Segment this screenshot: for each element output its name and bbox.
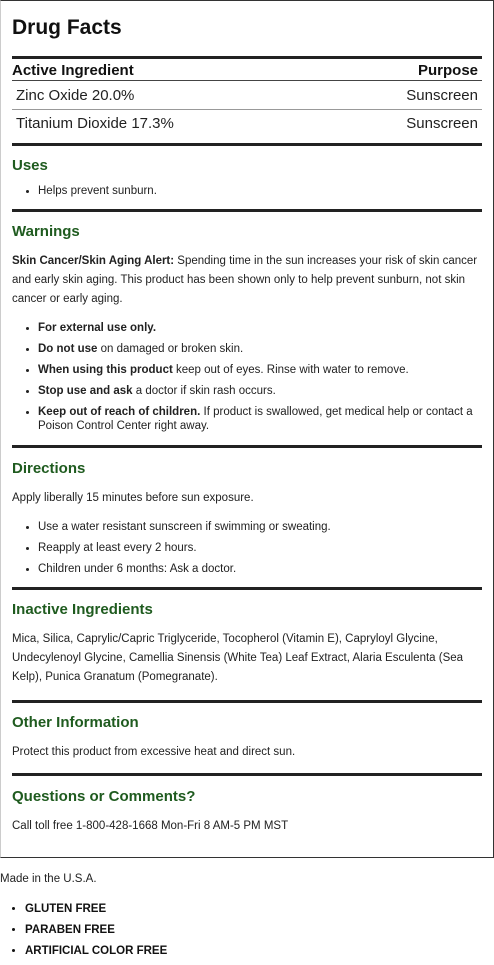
purpose-header: Purpose (417, 62, 478, 79)
warnings-list (12, 321, 482, 440)
list-item: • Stop use and ask a doctor if skin rash occurs. (38, 384, 482, 398)
list-item: • When using this product keep out of eyes. Rinse with water to remove. (38, 363, 482, 377)
other-info-title: Other Information (12, 714, 139, 731)
divider (12, 445, 482, 448)
alert-text: Spending time in the sun increases your risk of skin cancer and early skin aging. This product has been shown only to help prevent sunburn, not skin cancer or early aging. (12, 255, 478, 305)
ingredient-name: Titanium Dioxide 17.3% (16, 115, 174, 132)
page-title: Drug Facts (12, 16, 122, 39)
divider (12, 80, 482, 81)
questions-title: Questions or Comments? (12, 788, 196, 805)
divider (12, 700, 482, 703)
directions-title: Directions (12, 460, 86, 477)
made-in-usa: Made in the U.S.A. (0, 873, 97, 885)
divider (12, 143, 482, 146)
questions-text: Call toll free 1-800-428-1668 Mon-Fri 8 AM-5 PM MST (12, 820, 289, 832)
divider (12, 587, 482, 590)
list-item: • GLUTEN FREE (25, 902, 167, 916)
inactive-text: Mica, Silica, Caprylic/Capric Triglyceride, Tocopherol (Vitamin E), Capryloyl Glycine, Undecylenoyl Glycine, Camellia Sinensis (White Tea) Leaf Extract, Alaria Esculenta (Sea Kelp), Punica Granatum (Pomegranate). (12, 633, 464, 683)
uses-title: Uses (12, 157, 48, 174)
skin-cancer-alert (12, 252, 482, 309)
warnings-title: Warnings (12, 223, 80, 240)
list-item: • ARTIFICIAL COLOR FREE (25, 944, 167, 958)
list-item: • Reapply at least every 2 hours. (38, 541, 482, 555)
list-item: • For external use only. (38, 321, 482, 335)
divider (12, 109, 482, 110)
list-item: • Use a water resistant sunscreen if swimming or sweating. (38, 520, 482, 534)
directions-intro: Apply liberally 15 minutes before sun exposure. (12, 492, 254, 504)
directions-list (12, 520, 482, 583)
ingredient-name: Zinc Oxide 20.0% (16, 87, 135, 104)
ingredient-purpose: Sunscreen (406, 115, 478, 132)
divider (12, 773, 482, 776)
list-item: • Helps prevent sunburn. (38, 184, 482, 198)
uses-list (12, 184, 482, 205)
list-item: • Children under 6 months: Ask a doctor. (38, 562, 482, 576)
list-item: • Keep out of reach of children. If product is swallowed, get medical help or contact a Poison Control Center right away. (38, 405, 482, 433)
divider (12, 56, 482, 59)
divider (12, 209, 482, 212)
other-info-text: Protect this product from excessive heat and direct sun. (12, 746, 296, 758)
alert-label: Skin Cancer/Skin Aging Alert: (12, 255, 175, 267)
active-ingredient-header: Active Ingredient (12, 62, 134, 79)
list-item: • Do not use on damaged or broken skin. (38, 342, 482, 356)
inactive-title: Inactive Ingredients (12, 601, 153, 618)
ingredient-purpose: Sunscreen (406, 87, 478, 104)
list-item: • PARABEN FREE (25, 923, 167, 937)
